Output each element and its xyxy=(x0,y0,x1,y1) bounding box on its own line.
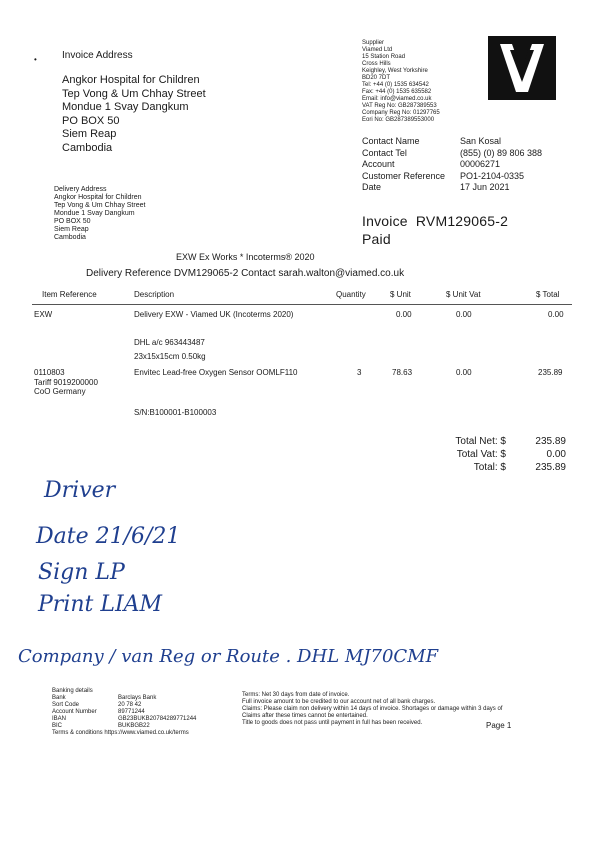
supplier-line: Company Reg No: 01297765 xyxy=(362,110,440,116)
supplier-line: Email: info@viamed.co.uk xyxy=(362,96,432,102)
row-vat: 0.00 xyxy=(456,310,472,319)
table-row xyxy=(0,310,595,322)
terms-line: Claims after these times cannot be entertained. xyxy=(242,713,368,719)
handwritten-print: Print LIAM xyxy=(38,592,163,617)
col-unit: $ Unit xyxy=(390,290,411,299)
row-desc: Envitec Lead-free Oxygen Sensor OOMLF110 xyxy=(134,368,298,377)
contact-value: 00006271 xyxy=(460,159,501,169)
col-item-reference: Item Reference xyxy=(42,290,97,299)
supplier-line: Supplier xyxy=(362,40,385,46)
handwritten-driver: Driver xyxy=(44,478,116,503)
address-line: PO BOX 50 xyxy=(62,114,120,127)
viamed-logo xyxy=(488,36,556,100)
bank-value: GB23BUKB20784289771244 xyxy=(118,716,197,722)
total-label: Total Net: $ xyxy=(455,436,506,447)
bank-value: 20 78 42 xyxy=(118,702,142,708)
delivery-address xyxy=(54,186,145,242)
row-unit: 78.63 xyxy=(392,368,413,377)
banking-details xyxy=(52,688,232,737)
contact-value: 17 Jun 2021 xyxy=(460,182,510,192)
terms-line: Claims: Please claim non delivery within 14 days of invoice. Shortages or damage within 3 days of xyxy=(242,706,503,712)
table-row xyxy=(0,368,595,402)
contact-label: Account xyxy=(362,159,395,169)
address-line: Mondue 1 Svay Dangkum xyxy=(62,101,189,113)
row-total: 0.00 xyxy=(548,310,564,319)
invoice-number xyxy=(362,213,508,229)
contact-value: PO1-2104-0335 xyxy=(460,170,525,181)
delivery-line: Delivery Address xyxy=(54,186,107,193)
contact-details xyxy=(362,136,562,194)
row-ref-line: CoO Germany xyxy=(34,387,86,396)
bank-value: 89771244 xyxy=(118,709,145,715)
bank-label: BIC xyxy=(52,723,63,729)
supplier-line: Tel: +44 (0) 1535 634542 xyxy=(362,82,429,88)
supplier-line: Eori No: GB287389553000 xyxy=(362,117,435,123)
supplier-line: VAT Reg No: GB287389553 xyxy=(362,103,437,109)
row-ref-line: Tariff 9019200000 xyxy=(34,377,98,387)
col-quantity: Quantity xyxy=(336,290,366,299)
supplier-line: BD20 7DT xyxy=(362,75,391,81)
supplier-line: Viamed Ltd xyxy=(362,47,393,53)
row-ref-line: 0110803 xyxy=(34,368,65,377)
delivery-line: Siem Reap xyxy=(54,226,89,233)
total-value: 235.89 xyxy=(535,462,566,473)
incoterms-line: EXW Ex Works * Incoterms® 2020 xyxy=(176,252,315,262)
address-line: Siem Reap xyxy=(62,128,117,140)
address-line: Tep Vong & Um Chhay Street xyxy=(62,87,206,100)
serial-number: S/N:B100001-B100003 xyxy=(134,408,217,417)
total-label: Total: $ xyxy=(473,462,506,473)
dhl-account: DHL a/c 963443487 xyxy=(134,338,205,347)
bank-label: Account Number xyxy=(52,709,97,715)
delivery-line: Tep Vong & Um Chhay Street xyxy=(54,202,146,209)
handwritten-company: Company / van Reg or Route . DHL MJ70CMF xyxy=(18,646,439,667)
bank-label: Sort Code xyxy=(52,702,80,708)
invoice-label: Invoice xyxy=(362,213,408,229)
terms-line: Terms: Net 30 days from date of invoice. xyxy=(242,692,350,698)
terms-line: Full invoice amount to be credited to our account net of all bank charges. xyxy=(242,699,436,705)
terms-line: Title to goods does not pass until payment in full has been received. xyxy=(242,720,423,726)
bank-value: Barclays Bank xyxy=(118,695,157,701)
contact-label: Contact Tel xyxy=(362,147,407,158)
payment-terms xyxy=(242,692,502,727)
contact-label: Contact Name xyxy=(362,136,420,146)
header-divider xyxy=(32,304,572,305)
supplier-block xyxy=(362,40,440,124)
row-ref-block xyxy=(34,368,98,397)
row-vat: 0.00 xyxy=(456,368,472,377)
bank-label: IBAN xyxy=(52,716,67,722)
package-dims: 23x15x15cm 0.50kg xyxy=(134,352,206,361)
bank-value: BUKBGB22 xyxy=(118,723,150,729)
contact-value: San Kosal xyxy=(460,136,502,146)
table-header xyxy=(0,290,595,302)
col-unit-vat: $ Unit Vat xyxy=(446,290,481,299)
totals xyxy=(400,436,566,475)
bullet-mark: • xyxy=(34,55,37,64)
delivery-line: Cambodia xyxy=(54,234,86,241)
row-desc: Delivery EXW - Viamed UK (Incoterms 2020) xyxy=(134,310,294,319)
delivery-line: Mondue 1 Svay Dangkum xyxy=(54,210,135,217)
contact-label: Customer Reference xyxy=(362,170,446,181)
delivery-line: PO BOX 50 xyxy=(54,218,91,225)
invoice-status: Paid xyxy=(362,231,391,247)
handwritten-sign: Sign LP xyxy=(38,560,125,585)
total-value: 0.00 xyxy=(546,449,566,460)
supplier-line: Cross Hills xyxy=(362,61,391,67)
terms-conditions-link[interactable]: Terms & conditions https://www.viamed.co.uk/terms xyxy=(52,730,189,736)
address-line: Angkor Hospital for Children xyxy=(62,74,200,86)
invoice-number-value: RVM129065-2 xyxy=(415,213,509,229)
bank-label: Bank xyxy=(52,695,66,701)
invoice-address-heading: Invoice Address xyxy=(62,50,133,61)
handwritten-date: Date 21/6/21 xyxy=(36,524,181,549)
address-line: Cambodia xyxy=(62,141,113,154)
supplier-line: Keighley, West Yorkshire xyxy=(362,68,428,74)
invoice-address xyxy=(62,50,206,155)
row-unit: 0.00 xyxy=(396,310,412,319)
row-ref: EXW xyxy=(34,310,53,319)
logo-mark-icon xyxy=(488,36,556,100)
row-qty: 3 xyxy=(357,368,362,377)
row-total: 235.89 xyxy=(538,368,563,377)
total-value: 235.89 xyxy=(535,436,566,447)
delivery-reference: Delivery Reference DVM129065-2 Contact sarah.walton@viamed.co.uk xyxy=(86,268,405,279)
page-number: Page 1 xyxy=(486,721,512,730)
contact-label: Date xyxy=(362,182,382,192)
supplier-line: 15 Station Road xyxy=(362,54,406,60)
delivery-line: Angkor Hospital for Children xyxy=(54,194,142,201)
contact-value: (855) (0) 89 806 388 xyxy=(460,147,543,158)
col-total: $ Total xyxy=(536,290,560,299)
bank-label: Banking details xyxy=(52,688,93,694)
col-description: Description xyxy=(134,290,175,299)
total-label: Total Vat: $ xyxy=(456,449,506,460)
supplier-line: Fax: +44 (0) 1535 635582 xyxy=(362,89,432,95)
